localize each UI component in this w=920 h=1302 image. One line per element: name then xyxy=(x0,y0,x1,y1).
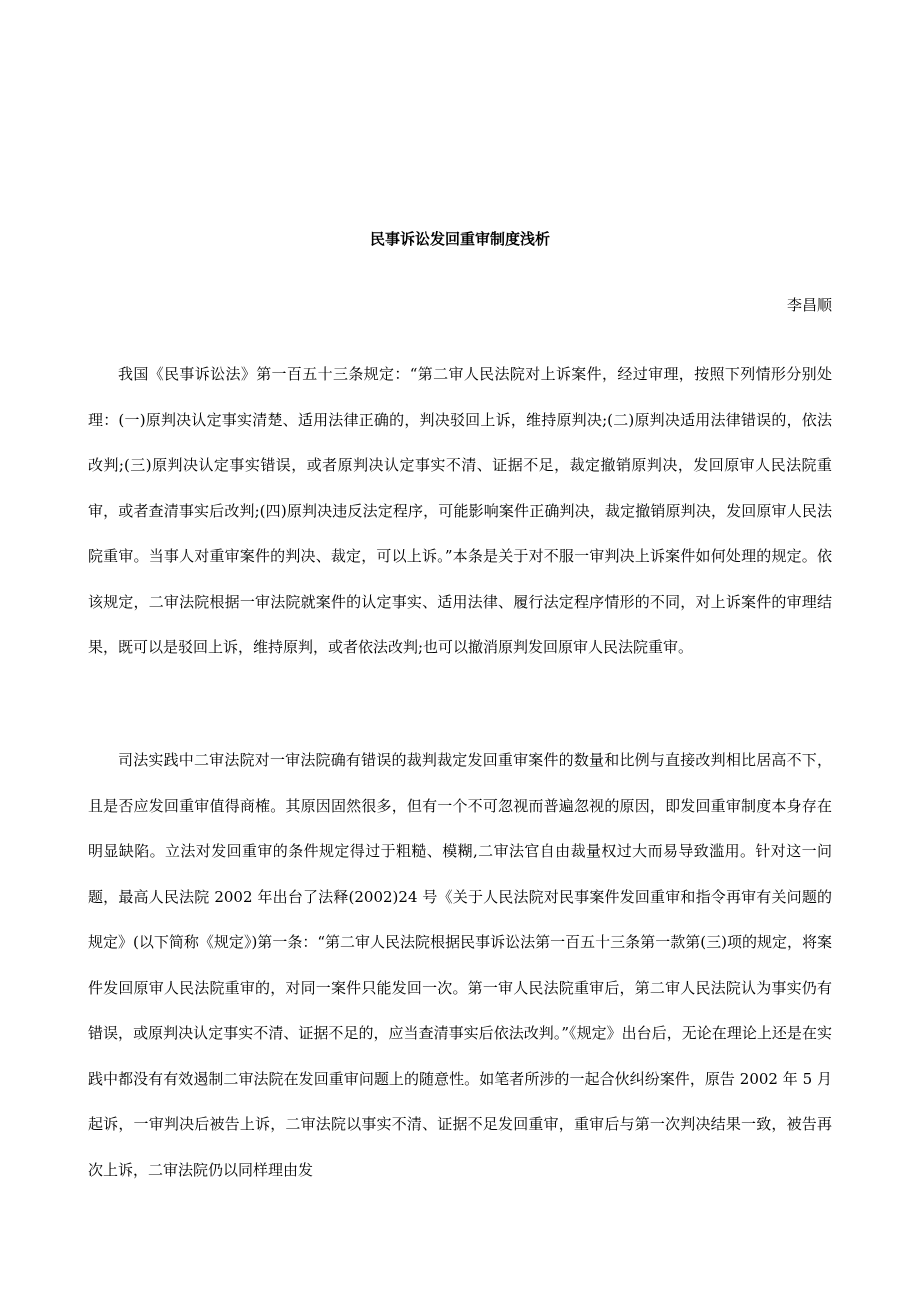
document-title: 民事诉讼发回重审制度浅析 xyxy=(369,230,550,248)
paragraph-2: 司法实践中二审法院对一审法院确有错误的裁判裁定发回重审案件的数量和比例与直接改判相比居高不下，且是否应发回重审值得商榷。其原因固然很多，但有一个不可忽视而普遍忽视的原因，即发回重审制度本身存在明显缺陷。立法对发回重审的条件规定得过于粗糙、模糊,二审法官自由裁量权过大而易导致滥用。针对这一问题，最高人民法院 2002 年出台了法释(2002)24 号《关于人民法院对民事案件发回重审和指令再审有关问题的规定》(以下简称《规定》)第一条：“第二审人民法院根据民事诉讼法第一百五十三条第一款第(三)项的规定，将案件发回原审人民法院重审的，对同一案件只能发回一次。第一审人民法院重审后，第二审人民法院认为事实仍有错误，或原判决认定事实不清、证据不足的，应当查清事实后依法改判。”《规定》出台后，无论在理论上还是在实践中都没有有效遏制二审法院在发回重审问题上的随意性。如笔者所涉的一起合伙纠纷案件，原告 2002 年 5 月起诉，一审判决后被告上诉，二审法院以事实不清、证据不足发回重审，重审后与第一次判决结果一致，被告再次上诉，二审法院仍以同样理由发 xyxy=(88,751,832,1179)
document-author: 李昌顺 xyxy=(786,296,832,314)
paragraph-1: 我国《民事诉讼法》第一百五十三条规定：“第二审人民法院对上诉案件，经过审理，按照下列情形分别处理：(一)原判决认定事实清楚、适用法律正确的，判决驳回上诉，维持原判决;(二)原判决适用法律错误的，依法改判;(三)原判决认定事实错误，或者原判决认定事实不清、证据不足，裁定撤销原判决，发回原审人民法院重审，或者查清事实后改判;(四)原判决违反法定程序，可能影响案件正确判决，裁定撤销原判决，发回原审人民法院重审。当事人对重审案件的判决、裁定，可以上诉。”本条是关于对不服一审判决上诉案件如何处理的规定。依该规定，二审法院根据一审法院就案件的认定事实、适用法律、履行法定程序情形的不同，对上诉案件的审理结果，既可以是驳回上诉，维持原判，或者依法改判;也可以撤消原判发回原审人民法院重审。 xyxy=(88,365,832,656)
